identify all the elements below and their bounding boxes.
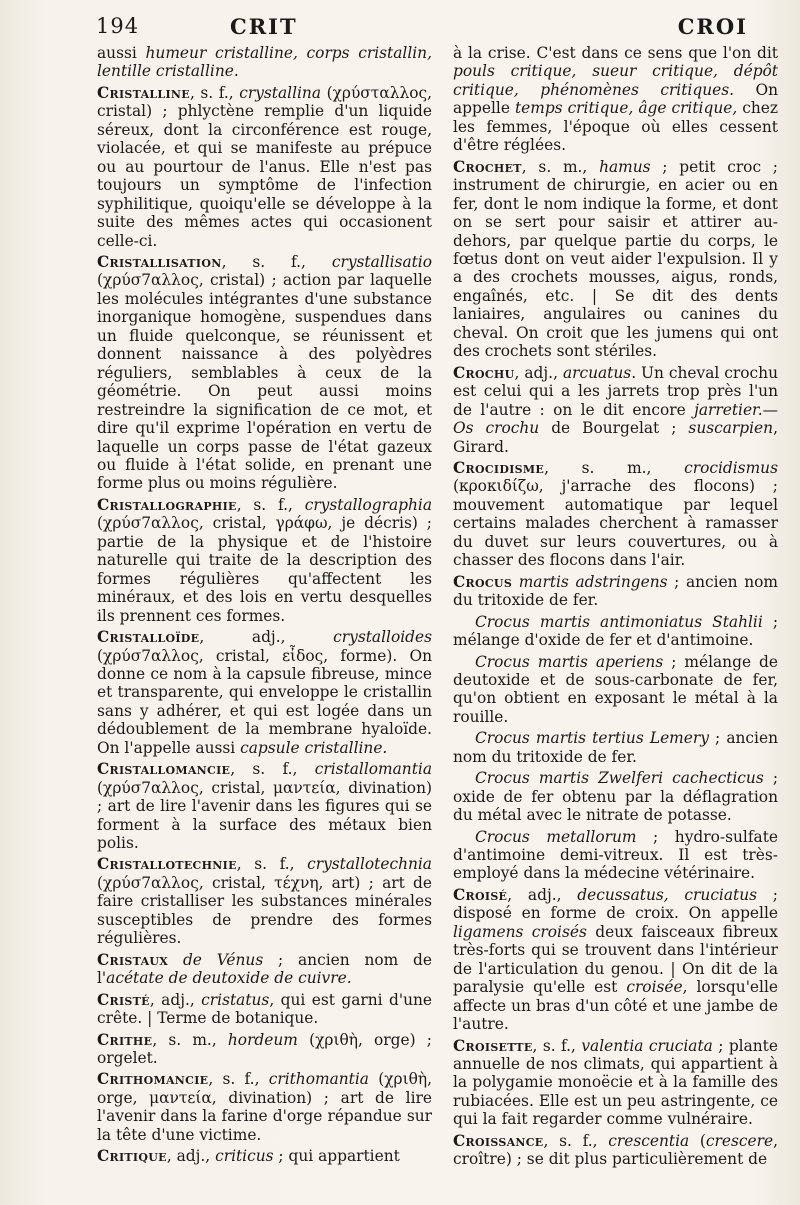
entry-headword: Crithe: [97, 1030, 153, 1049]
dictionary-entry: [453, 769, 778, 824]
entry-text: (χρύσ7αλλος, cristal, γράφω, je décris) ; partie de la physique et de l'histoire naturelle qui traite de la description des formes régulières qu'affectent les minéraux, et des lois en vertu desquelles ils prennent ces formes.: [97, 514, 432, 625]
dictionary-entry: [453, 1132, 778, 1169]
entry-text: [512, 573, 519, 591]
dictionary-entry: [453, 459, 778, 570]
entry-text: ; mélange de deutoxide et de sous-carbonate de fer, qu'on obtient en exposant le métal à la rouille.: [453, 652, 778, 726]
entry-headword: Crochet: [453, 157, 522, 176]
entry-text: , Girard.: [453, 419, 778, 456]
entry-italic-text: crystallotechnia: [307, 855, 432, 874]
entry-text: ; ancien nom du tritoxide de fer.: [453, 729, 778, 766]
dictionary-entry: [453, 364, 778, 456]
entry-italic-text: Crocus martis Zwelferi cachecticus: [475, 769, 764, 788]
entry-headword: Cristalline: [97, 83, 190, 102]
entry-text: deux faisceaux fibreux très-forts qui se trouvent dans l'intérieur de l'articulation du genou. | On dit de la paralysie qu'elle est: [453, 922, 778, 997]
entry-headword: Cristé: [97, 990, 150, 1009]
entry-headword: Croisé: [453, 885, 508, 904]
entry-headword: Cristaux: [97, 950, 169, 969]
entry-text: , s. m.,: [521, 157, 600, 176]
entry-text: , s. f.,: [208, 1070, 269, 1089]
entry-text: , qui est garni d'une crête. | Terme de botanique.: [97, 990, 432, 1028]
entry-text: , s. m.,: [152, 1030, 228, 1049]
entry-text: [168, 951, 183, 969]
dictionary-entry: [453, 158, 778, 361]
entry-italic-text: Crocus metallorum: [475, 827, 637, 846]
entry-text: , s. f.,: [236, 855, 308, 874]
entry-text: —: [762, 400, 778, 419]
entry-headword: Cristallisation: [97, 252, 222, 271]
entry-italic-text: hordeum: [227, 1030, 298, 1049]
entry-text: ; oxide de fer obtenu par la déflagration du métal avec le nitrate de potasse.: [453, 769, 779, 825]
entry-text: (: [689, 1131, 706, 1150]
entry-italic-text: acétate de deutoxide de cuivre.: [106, 969, 352, 988]
entry-italic-text: crithomantia: [268, 1070, 369, 1089]
left-column: [97, 44, 432, 1169]
entry-text: (χρύσ7αλλος, cristal) ; action par laquelle les molécules intégrantes d'une substance inorganique homogène, suspendues dans un fluide quelconque, se réunissent et donnent naissance à des polyèdres réguliers, semblables à ceux de la géométrie. On peut aussi moins restreindre la signification de ce mot, et dire qu'il exprime l'opération en vertu de laquelle un corps passe de l'état gazeux ou fluide à l'état solide, en prenant une forme plus ou moins régulière.: [97, 271, 432, 493]
dictionary-entry: [97, 951, 432, 988]
dictionary-entry: [97, 855, 432, 947]
entry-text: de Bourgelat ;: [539, 419, 689, 438]
dictionary-entry: [97, 44, 432, 81]
entry-text: (χρύσ7αλλος, cristal, τέχνη, art) ; art de faire cristalliser les substances minérales susceptibles de prendre des formes régulières.: [97, 873, 432, 948]
dictionary-entry: [97, 1031, 432, 1068]
entry-italic-text: Os crochu: [453, 419, 540, 438]
entry-text: , adj.,: [507, 885, 578, 904]
entry-italic-text: crystalloides: [333, 628, 432, 647]
entry-text: , adj.,: [166, 1147, 216, 1166]
right-column: [453, 44, 778, 1172]
dictionary-entry: [453, 653, 778, 727]
entry-italic-text: crystallina: [239, 83, 322, 102]
entry-text: à la crise. C'est dans ce sens que l'on dit: [453, 44, 778, 62]
entry-text: (χρύσ7αλλος, cristal, μαντεία, divination) ; art de lire l'avenir dans les figures qui se forment à la surface des métaux bien polis.: [97, 778, 432, 853]
entry-text: . Un cheval crochu est celui qui a les jarrets trop près l'un de l'autre : on le dit encore: [453, 363, 778, 419]
entry-text: , adj.,: [514, 363, 563, 382]
entry-italic-text: humeur cristalline, corps cristallin, lentille cristalline.: [97, 44, 432, 81]
dictionary-entry: [453, 729, 778, 766]
dictionary-entry: [453, 1037, 778, 1129]
entry-italic-text: croisée: [626, 978, 683, 997]
entry-italic-text: capsule cristalline.: [240, 738, 388, 757]
entry-italic-text: crystallographia: [304, 495, 432, 514]
dictionary-entry: [453, 44, 778, 155]
entry-italic-text: crystallisatio: [331, 252, 432, 271]
entry-text: , s. f.,: [221, 252, 332, 271]
dictionary-entry: [97, 84, 432, 250]
entry-headword: Cristallomancie: [97, 760, 231, 779]
dictionary-entry: [97, 628, 432, 757]
entry-headword: Crithomancie: [97, 1070, 209, 1089]
entry-italic-text: Crocus martis tertius Lemery: [475, 729, 709, 748]
entry-text: , s. f.,: [543, 1131, 609, 1150]
entry-text: (χριθὴ, orge, μαντεία, divination) ; art de lire l'avenir dans la farine d'orge répandue sur la tête d'une victime.: [97, 1070, 432, 1144]
entry-text: (χρύσ7αλλος, cristal, εἶδος, forme). On donne ce nom à la capsule fibreuse, mince et transparente, qui enveloppe le cristallin sans y adhérer, et qui est logée dans un dédoublement de la membrane hyaloïde. On l'appelle aussi: [97, 646, 432, 757]
entry-italic-text: de Vénus: [182, 950, 264, 969]
dictionary-entry: [97, 1147, 432, 1165]
left-guide-word: CRIT: [230, 14, 298, 39]
entry-text: , s. f.,: [532, 1036, 582, 1055]
entry-italic-text: suscarpien: [688, 419, 774, 438]
dictionary-entry: [453, 613, 778, 650]
entry-headword: Croissance: [453, 1131, 544, 1150]
entry-text: aussi: [97, 44, 146, 62]
entry-text: ; qui appartient: [273, 1147, 400, 1166]
entry-headword: Cristallographie: [97, 495, 237, 514]
entry-text: ; ancien nom du tritoxide de fer.: [453, 572, 778, 610]
dictionary-entry: [97, 253, 432, 493]
entry-text: , adj.,: [149, 990, 202, 1009]
entry-italic-text: martis adstringens: [518, 572, 668, 591]
entry-italic-text: Crocus martis aperiens: [475, 652, 664, 671]
dictionary-entry: [453, 886, 778, 1034]
entry-text: ; plante annuelle de nos climats, qui appartient à la polygamie monoëcie et à la famille des rubiacées. Elle est un peu astringente, ce qui la fait regarder comme vulnéraire.: [453, 1036, 778, 1129]
entry-italic-text: arcuatus: [562, 363, 632, 382]
entry-italic-text: crescere: [705, 1131, 774, 1150]
dictionary-entry: [97, 991, 432, 1028]
entry-italic-text: cristallomantia: [314, 760, 432, 779]
entry-text: ; mélange d'oxide de fer et d'antimoine.: [453, 612, 778, 650]
entry-text: (χριθὴ, orge) ; orgelet.: [97, 1030, 432, 1068]
entry-text: , s. f.,: [230, 760, 315, 779]
entry-italic-text: valentia cruciata: [581, 1036, 713, 1055]
page-number: 194: [96, 14, 140, 38]
entry-italic-text: crocidismus: [684, 458, 778, 477]
entry-text: , adj.,: [199, 628, 334, 647]
dictionary-entry: [97, 496, 432, 625]
entry-text: (κροκιδίζω, j'arrache des flocons) ; mouvement automatique par lequel certains malades cherchent à ramasser du duvet sur leurs couvertures, ou à chasser des flocons dans l'air.: [453, 477, 778, 570]
entry-text: ; hydro-sulfate d'antimoine demi-vitreux. Il est très-employé dans la médecine vétérinaire.: [453, 827, 778, 883]
entry-headword: Cristalloïde: [97, 628, 200, 647]
entry-text: , lorsqu'elle affecte un bras d'un côté et une jambe de l'autre.: [453, 978, 778, 1034]
entry-italic-text: crescentia: [608, 1131, 690, 1150]
entry-text: , croître) ; se dit plus particulièrement de: [453, 1131, 778, 1169]
entry-italic-text: cristatus: [201, 990, 270, 1009]
entry-text: (χρύσταλλος, cristal) ; phlyctène remplie d'un liquide séreux, dont la circonférence est rouge, violacée, et qui se manifeste au prépuce ou au pourtour de l'anus. Elle n'est pas toujours un symptôme de l'infection syphilitique, quoiqu'elle se développe à la suite des mêmes actes qui occasionent celle-ci.: [97, 83, 432, 250]
entry-headword: Crocidisme: [453, 458, 545, 477]
right-guide-word: CROI: [677, 14, 748, 39]
entry-italic-text: ligamens croisés: [453, 922, 587, 941]
entry-text: ; ancien nom de l': [97, 950, 432, 988]
entry-italic-text: Crocus martis antimoniatus Stahlii: [475, 612, 763, 631]
entry-text: ; petit croc ; instrument de chirurgie, en acier ou en fer, dont le nom indique la forme, et dont on se sert pour saisir et attirer au-dehors, par quelque partie du corps, le fœtus dont on veut aider l'expulsion. Il y a des crochets mousses, aigus, ronds, engaînés, etc. | Se dit des dents laniaires, angulaires ou canines du cheval. On croit que les jumens qui ont des crochets sont stériles.: [453, 157, 778, 361]
entry-headword: Cristallotechnie: [97, 855, 237, 874]
dictionary-entry: [453, 573, 778, 610]
entry-text: , s. f.,: [189, 83, 240, 102]
entry-italic-text: temps critique, âge critique,: [514, 99, 738, 118]
entry-headword: Crocus: [453, 572, 513, 591]
entry-text: , s. m.,: [544, 458, 685, 477]
dictionary-entry: [97, 760, 432, 852]
entry-headword: Croisette: [453, 1036, 533, 1055]
entry-headword: Crochu: [453, 363, 515, 382]
dictionary-entry: [453, 828, 778, 883]
entry-text: chez les femmes, l'époque où elles cessent d'être réglées.: [453, 99, 778, 155]
dictionary-entry: [97, 1070, 432, 1144]
entry-text: ; disposé en forme de croix. On appelle: [453, 885, 778, 923]
entry-italic-text: hamus: [599, 157, 651, 176]
running-header: [96, 14, 782, 42]
entry-headword: Critique: [97, 1147, 167, 1166]
entry-italic-text: pouls critique, sueur critique, dépôt critique, phénomènes critiques.: [453, 62, 778, 99]
entry-text: On appelle: [453, 80, 778, 118]
entry-italic-text: criticus: [215, 1147, 274, 1166]
entry-italic-text: decussatus, cruciatus: [577, 885, 758, 904]
entry-italic-text: jarretier.: [694, 400, 763, 419]
entry-text: , s. f.,: [236, 495, 305, 514]
